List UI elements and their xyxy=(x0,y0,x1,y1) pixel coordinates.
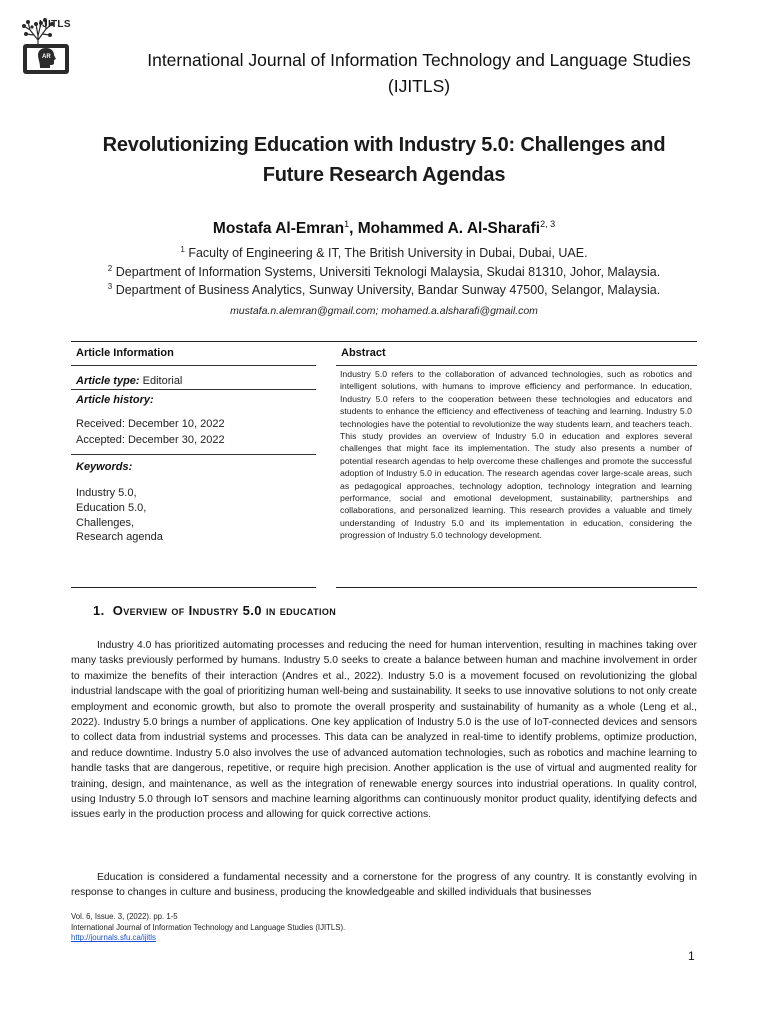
author-name: Mostafa Al-Emran xyxy=(212,220,345,238)
article-type-value: Editorial xyxy=(139,375,183,387)
keyword: Education 5.0, xyxy=(76,501,147,514)
abstract-heading-rule xyxy=(336,365,697,366)
logo-text: IJITLS xyxy=(39,19,71,30)
body-paragraph: Industry 4.0 has prioritized automating processes and reducing the need for human intervention, resulting in machines taking over many tasks previously performed by humans. Industry 5.0 seeks to create a balance between human and machine involvement in order to maximize the benefits of their interaction (Andres et al., 2022). Industry 5.0 is a movement focused on revolutionizing the global industrial landscape with the goal of prioritizing human well-being and sustainability. It seeks to use innovative solutions to not only create employment and economic growth, but also to promote the overall prosperity and sustainability of humanity as a whole (Leng et al., 2022). Industry 5.0 brings a number of applications. One key application of Industry 5.0 is the use of IoT-connected devices and sensors to collect data from industrial systems and processes. This data can be analyzed in real-time to identify problems, optimize production, and reduce downtime. Industry 5.0 also involves the use of advanced automation technologies, such as robotics and machine learning to handle tasks that are dangerous, repetitive, or require high precision. Another application is the use of virtual and augmented reality for training, design, and maintenance, as well as the integration of renewable energy sources into industrial operations. In quality control, using Industry 5.0 through IoT sensors and machine learning algorithms can continuously monitor product quality, identifying defects and issues early in the production process and allowing for quick corrective actions. xyxy=(71,640,697,821)
page-number: 1 xyxy=(688,949,695,963)
received-date: Received: December 10, 2022 xyxy=(76,418,225,430)
article-history-label: Article history: xyxy=(76,394,154,406)
svg-text:AR: AR xyxy=(42,54,51,60)
section-heading xyxy=(93,603,336,618)
article-info-heading: Article Information xyxy=(76,347,174,359)
info-history-rule xyxy=(71,454,316,455)
affiliation xyxy=(0,264,768,279)
keywords-label: Keywords: xyxy=(76,461,133,473)
affiliation-text: Department of Business Analytics, Sunway University, Bandar Sunway 47500, Selangor, Malaysia. xyxy=(112,283,661,298)
journal-title-line2: (IJITLS) xyxy=(387,76,451,96)
footer-journal: International Journal of Information Technology and Language Studies (IJITLS). xyxy=(71,922,346,932)
author-emails: mustafa.n.alemran@gmail.com; mohamed.a.alsharafi@gmail.com xyxy=(230,305,538,317)
keyword: Industry 5.0, xyxy=(76,487,137,499)
journal-link[interactable]: http://journals.sfu.ca/ijitls xyxy=(71,933,156,943)
abstract-text: Industry 5.0 refers to the collaboration of advanced technologies, such as robotics and intelligent solutions, with humans to improve efficiency and performance. In education, Industry 5.0 refers to the cooperation between these technologies and educators and students to enhance the efficiency and effectiveness of teaching and learning. Industry 5.0 technologies have the potential to revolutionize the way students learn, and teachers teach. This study provides an overview of Industry 5.0 in education and explores several challenges that might face its implementation. The study also presents a number of potential research agendas to help overcome these challenges and promote the successful adoption of Industry 5.0 in education. The research agendas cover large-scale areas, such as pedagogical approaches, technology adoption, technology integration and learning performance, social and emotional development, sustainability, partnerships and collaborations, and personalized learning. This research provides a valuable and timely understanding of Industry 5.0 and its implementation in education, considering the progression of Industry 5.0 technology development. xyxy=(340,369,692,541)
paper-title xyxy=(60,130,708,190)
footer-volume: Vol. 6, Issue. 3, (2022). pp. 1-5 xyxy=(71,912,178,921)
info-bottom-rule xyxy=(71,587,316,588)
box-top-rule xyxy=(71,341,697,342)
keyword: Research agenda xyxy=(76,531,163,544)
author-name: Mohammed A. Al-Sharafi xyxy=(357,220,541,238)
section-title: Overview of Industry 5.0 in education xyxy=(112,603,337,618)
keyword: Challenges, xyxy=(76,516,135,529)
affiliation xyxy=(0,245,768,260)
author-affiliation-mark: 1 xyxy=(344,219,350,229)
affiliation-mark: 1 xyxy=(180,245,185,254)
info-type-rule xyxy=(71,389,316,390)
paper-title-line2: Future Research Agendas xyxy=(262,164,506,186)
article-type-label: Article type: xyxy=(76,375,140,387)
info-heading-rule xyxy=(71,365,316,366)
journal-title xyxy=(70,47,768,99)
article-type xyxy=(76,371,182,389)
paper-title-line1: Revolutionizing Education with Industry 5.0: Challenges and xyxy=(102,134,666,156)
section-number: 1. xyxy=(93,603,105,618)
author-affiliation-mark: 2, 3 xyxy=(540,219,556,229)
affiliation-text: Department of Information Systems, Universiti Teknologi Malaysia, Skudai 81310, Johor, Malaysia. xyxy=(112,265,661,280)
keywords-list xyxy=(76,486,163,545)
authors xyxy=(0,219,768,238)
affiliation-mark: 2 xyxy=(107,264,113,273)
abstract-bottom-rule xyxy=(336,587,697,588)
affiliation-text: Faculty of Engineering & IT, The British University in Dubai, Dubai, UAE. xyxy=(184,246,588,261)
page-footer xyxy=(71,912,345,944)
accepted-date: Accepted: December 30, 2022 xyxy=(76,434,225,446)
body-paragraph: Education is considered a fundamental necessity and a cornerstone for the progress of any country. It is constantly evolving in response to changes in culture and business, producing the knowledgeable and skilled individuals that businesses xyxy=(71,872,697,899)
affiliation-mark: 3 xyxy=(107,282,113,291)
journal-title-line1: International Journal of Information Technology and Language Studies xyxy=(147,50,691,70)
affiliation xyxy=(0,282,768,297)
author-separator: , xyxy=(349,220,358,238)
abstract-heading: Abstract xyxy=(341,347,386,359)
